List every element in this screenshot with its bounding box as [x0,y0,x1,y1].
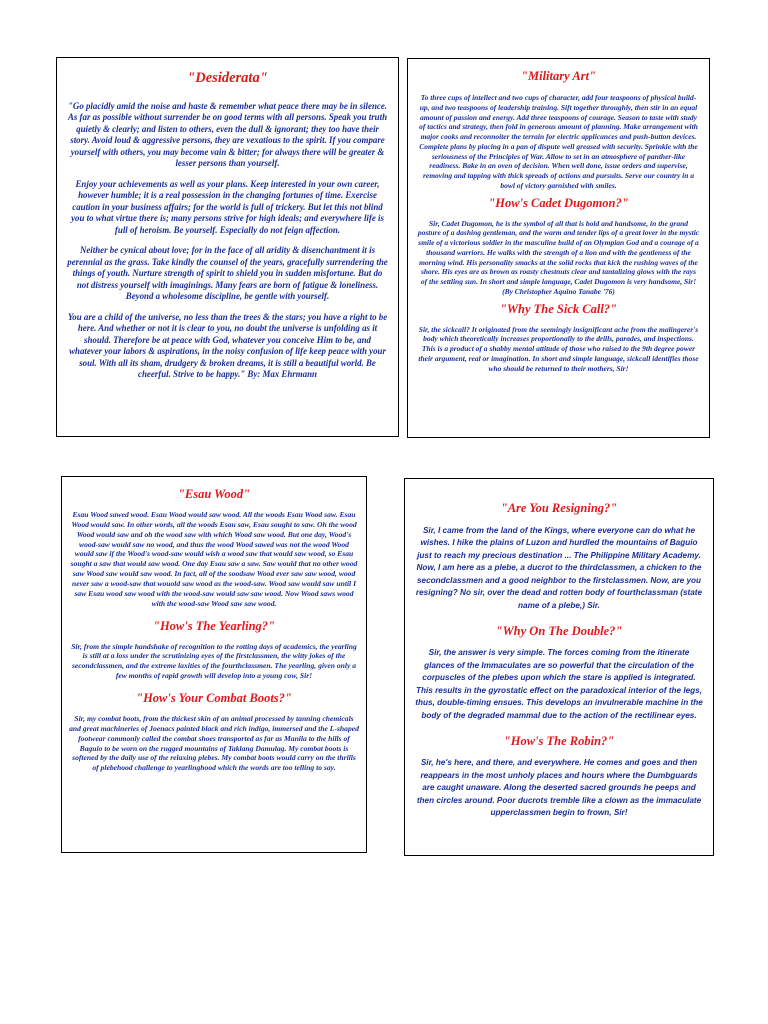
on-the-double-title: "Why On The Double?" [495,624,623,639]
robin-title: "How's The Robin?" [503,734,615,749]
desiderata-paragraph-1: "Go placidly amid the noise and haste & remember what peace there may be in silence. As far as possible without surrender be on good terms with all persons. Speak you truth quietly & clearly; and listen to others, even the dull & ignorant; they too have their story. Avoid loud & aggressive persons, they are vexatious to the spirit. If you compare yourself with others, you may become vain & bitter; for always there will be greater & lesser persons than yourself. [67,101,388,169]
desiderata-title: "Desiderata" [187,70,268,86]
military-art-card [407,58,710,438]
desiderata-card [56,57,399,437]
combat-boots-title: "How's Your Combat Boots?" [136,691,292,706]
military-art-title: "Military Art" [521,69,596,83]
esau-wood-title: "Esau Wood" [177,487,251,501]
esau-wood-card [61,476,367,853]
cadet-dugomon-title: "How's Cadet Dugomon?" [488,195,629,210]
resigning-title: "Are You Resigning?" [500,501,618,515]
yearling-text: Sir, from the simple handshake of recognition to the rotting days of academics, the yearling is still at a loss under the scrutinizing eyes of the firstclassmen, the witty jokes of the secondclassmen, and the extreme laxities of the fourthclassmen. The yearling, given only a few months of rapid growth will develop into a young cow, Sir! [71,641,357,681]
esau-wood-text: Esau Wood sawed wood. Esau Wood would saw wood. All the woods Esau Wood saw. Esau Wood would saw. In other words, all the woods Esau saw, Esau sought to saw. Oh the wood Wood would saw and oh the wood saw with which Wood saw wood. But one day, Wood's wood-saw would saw no wood, and thus the wood Wood sawed was not the wood Wood would saw if the Wood's wood-saw would wish a wood saw that would saw wood, so Esau sought a saw that would saw wood. One day Esau saw a saw. Saw would that no other wood saw Wood saw would saw wood. In fact, all of the soodsaw Wood ever saw saw wood, wood never saw a wood-saw that wouold saw wood as the wood-saw. Wood saw would saw until I saw Esau wood saw wood with the wood-saw would saw saw wood. Now Wood saws wood with the wood-saw Wood saw saw wood. [70,510,358,608]
yearling-title: "How's The Yearling?" [153,618,275,633]
sick-call-title: "Why The Sick Call?" [499,301,617,316]
military-art-text: To three cups of intellect and two cups of character, add four teaspoons of physical build-up, and two teaspoons of leadership training. Sift together throughly, then stir in an equal amount of passion and energy. Add three teaspoons of courage. Season to taste with study of tactics and strategy, then fold in generous amount of planning. Make arrangement with major cooks and reconnoiter the terrain for electric applicances and push-button devices. Complete plans by placing in a pan of dispute well greased with security. Sprinkle with the seriousness of the Principles of War. Allow to set in an atmosphere of panther-like readiness. Bake in an oven of decision. When well done, issue orders and supervise, removing and tapping with thick spreads of actions and pursuits. Serve our country in a bowl of victory garnished with smiles. [419,93,698,190]
resigning-card [404,478,714,856]
robin-text: Sir, he's here, and there, and everywhere. He comes and goes and then reappears in the most unholy places and hours where the Dumbguards are caught unaware. Along the deserted sacred grounds he peeps and then circles around. Poor ducrots tremble like a clown as the immaculate upperclassmen begin to frown, Sir! [416,758,702,817]
desiderata-paragraph-2: Enjoy your achievements as well as your plans. Keep interested in your own career, however humble; it is a real possession in the changing fortunes of time. Exercise caution in your business affairs; for the world is full of trickery. But let this not blind you to what virtue there is; many persons strive for high ideals; and everywhere life is full of heroism. Be yourself. Especially do not feign affection. [71,178,384,235]
desiderata-paragraph-3: Neither be cynical about love; for in the face of all aridity & disenchantment it is perennial as the grass. Take kindly the counsel of the years, gracefully surrendering the things of youth. Nurture strength of spirit to shield you in sudden misfortune. But do not distress yourself with imaginings. Many fears are born of fatigue & loneliness. Beyond a wholesome discipline, be gentle with yourself. [67,245,388,302]
on-the-double-text: Sir, the answer is very simple. The forces coming from the itinerate glances of the Immaculates are so powerful that the circulation of the corpuscles of the plebes upon which the stare is applied is integrated. This results in the gyrostatic effect on the paradoxical interior of the legs, thus, double-timing ensues. This develops an invulnerable machine in the body of the degraded mammal due to the action of the rectilinear eyes. [415,648,703,720]
combat-boots-text: Sir, my combat boots, from the thickest skin of an animal processed by tanning chemicals and great machineries of Joenacs painted black and rich indigo, immersed and the L-shaped footwear commonly called the combat shoes transported as far as Manila to the hills of Baguio to be worn on the rugged mountains of Taklang Damulag. My combat boots is softened by the daily use of the relaxing plebes. My combat boots would carry on the thrills of plebehood challenge to yearlinghood which the words are too telling to say. [69,714,359,773]
cadet-dugomon-text: Sir, Cadet Dugomon, he is the symbol of all that is bold and handsome, in the grand posture of a dashing gentleman, and the warm and tender lips of a great lover in the mystic smile of a victorious soldier in the masculine build of an Olympian God and a courage of a thousand warriors. He walks with the strength of a lion and with the gentleness of the morning wind. His personality smacks at the solid rocks that kick the rushing waves of the shore. His eyes are as brown as roasty chestnuts clear and tantalizing glows with the rays of the settling sun. In short and simple language, Cadet Dugomon is very handsome, Sir! (By Christopher Aquino Tanabe '76) [417,218,700,296]
desiderata-paragraph-4: You are a child of the universe, no less than the trees & the stars; you have a right to be here. And whether or not it is clear to you, no doubt the universe is unfolding as it should. Therefore be at peace with God, whatever you conceive Him to be, and whatever your labors & aspirations, in the noisy confusion of life keep peace with your soul. With all its sham, drudgery & broken dreams, it is still a beautiful world. Be cheerful. Strive to be happy." By: Max Ehrmann [67,311,388,380]
sick-call-text: Sir, the sickcall? It originated from the seemingly insignificant ache from the malingerer's body which theoretically increases proportionally to the drills, parades, and inspections. This is a product of a shabby mental attitude of those who raised to the 9th degree power their argument, real or imagination. In short and simple language, sickcall identifies those who should be returned to their mothers, Sir! [418,324,699,373]
resigning-text: Sir, I came from the land of the Kings, where everyone can do what he wishes. I hike the plains of Luzon and hurdled the mountains of Baguio just to reach my precious destination ... The Philippine Military Academy. Now, I am here as a plebe, a ducrot to the thirdclassmen, a chicken to the secondclassmen and a good neighbor to the firstclassmen. Now, are you resigning? No sir, over the dead and rotten body of fourthclassman (state name of a plebe,) Sir. [415,526,703,610]
